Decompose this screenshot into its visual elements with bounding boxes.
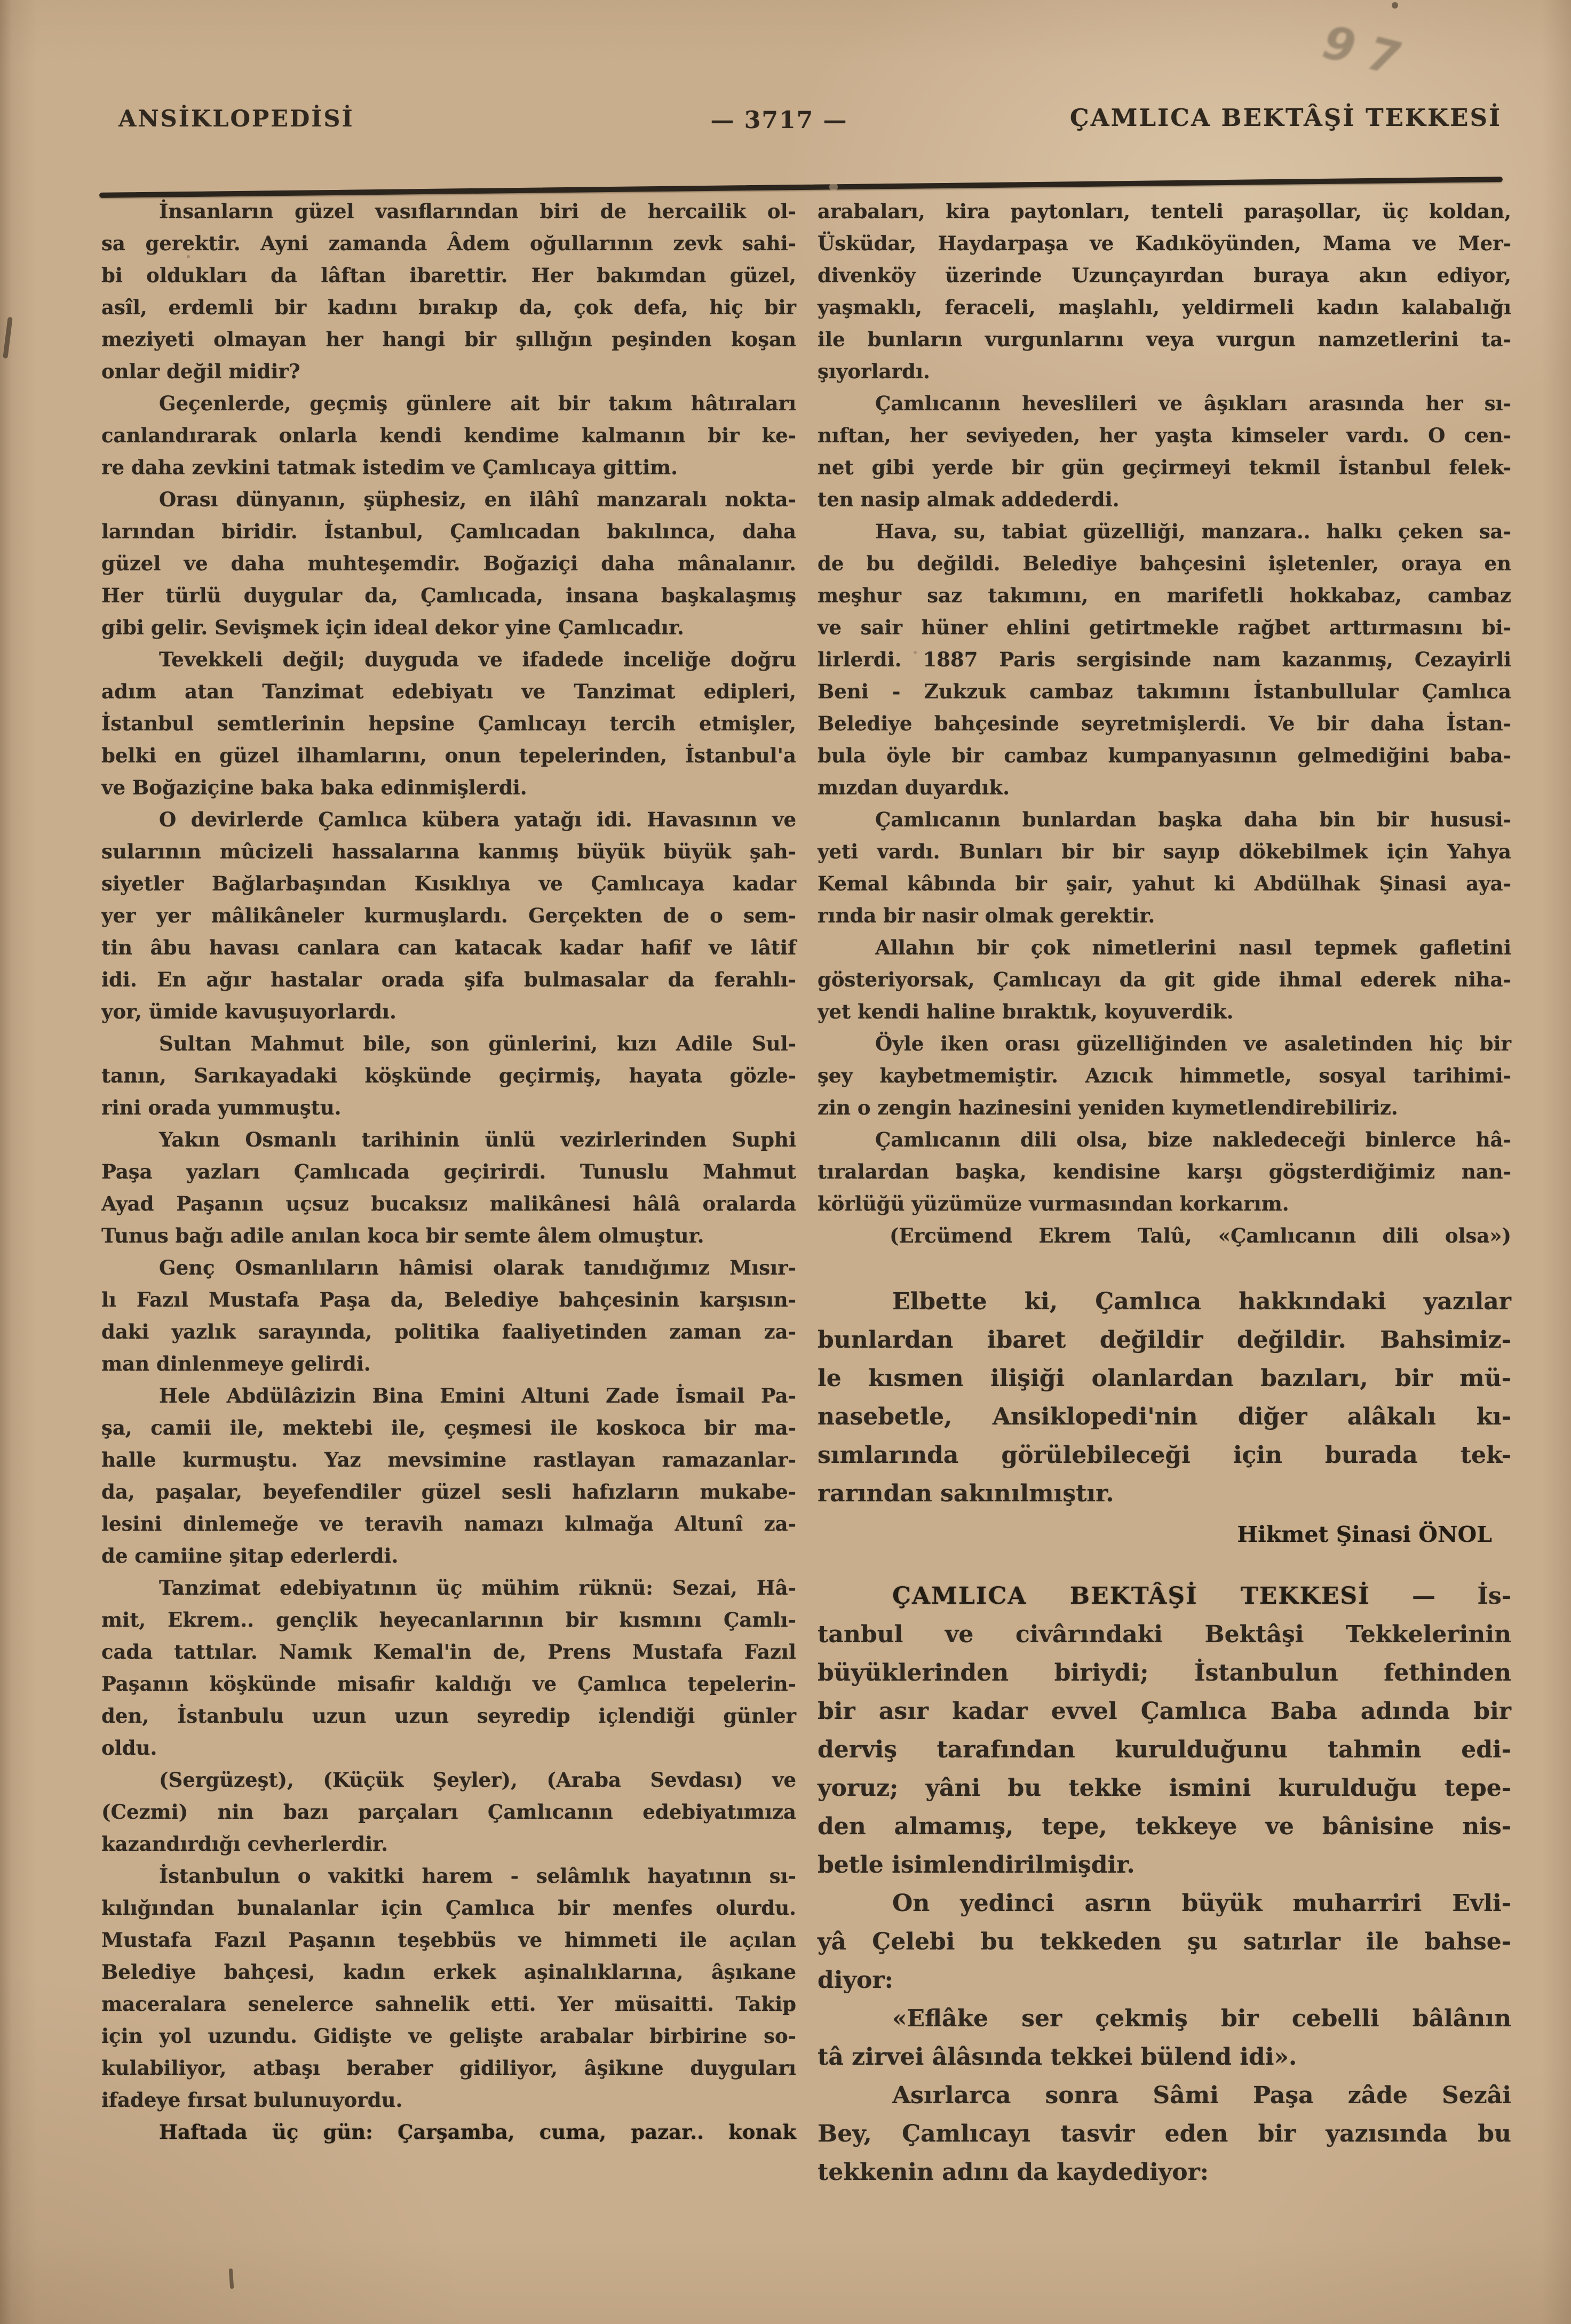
text-line: rarından sakınılmıştır. (818, 1480, 1114, 1507)
text-line: da, paşalar, beyefendiler güzel sesli hafızların mukabe- (101, 1480, 796, 1503)
text-line: bula öyle bir cambaz kumpanyasının gelmediğini baba- (818, 744, 1511, 767)
running-title: ANSİKLOPEDİSİ (118, 106, 354, 132)
text-line: Çamlıcanın dili olsa, bize nakledeceği binlerce hâ- (875, 1128, 1511, 1151)
text-line: sımlarında görülebileceği için burada tek- (818, 1442, 1511, 1469)
text-line: derviş tarafından kurulduğunu tahmin edi- (818, 1736, 1511, 1763)
text-line: «Eflâke ser çekmiş bir cebelli bâlânın (892, 2005, 1511, 2032)
text-line: halle kurmuştu. Yaz mevsimine rastlayan ramazanlar- (101, 1448, 796, 1471)
text-line: rini orada yummuştu. (101, 1096, 342, 1119)
text-line: yeti vardı. Bunları bir bir sayıp dökebilmek için Yahya (818, 840, 1511, 863)
text-line: İstanbul semtlerinin hepsine Çamlıcayı tercih etmişler, (101, 712, 796, 735)
paragraph (101, 387, 796, 483)
right-text-column (818, 195, 1511, 2192)
text-line: Yakın Osmanlı tarihinin ünlü vezirlerinden Suphi (159, 1128, 796, 1151)
text-line: tanbul ve civârındaki Bektâşi Tekkelerinin (818, 1621, 1511, 1648)
text-line: nıftan, her seviyeden, her yaşta kimseler vardı. O cen- (818, 424, 1511, 447)
text-line: maceralara senelerce sahnelik etti. Yer müsaitti. Takip (101, 1992, 796, 2016)
paragraph (818, 932, 1511, 1028)
text-line: şa, camii ile, mektebi ile, çeşmesi ile koskoca bir ma- (101, 1416, 796, 1439)
paragraph (101, 803, 796, 1028)
text-line: belki en güzel ilhamlarını, onun tepelerinden, İstanbul'a (101, 744, 796, 767)
text-line: için yol uzundu. Gidişte ve gelişte arabalar birbirine so- (101, 2024, 796, 2048)
paragraph (818, 1028, 1511, 1124)
text-line: arabaları, kira paytonları, tenteli paraşollar, üç koldan, (818, 200, 1511, 223)
ink-mark (1392, 2, 1398, 9)
text-line: Elbette ki, Çamlıca hakkındaki yazılar (892, 1288, 1511, 1315)
rule-notch (829, 182, 838, 191)
text-line: daki yazlık sarayında, politika faaliyetinden zaman za- (101, 1320, 796, 1343)
text-line: büyüklerinden biriydi; İstanbulun fethinden (818, 1659, 1511, 1686)
text-line: yaşmaklı, feraceli, maşlahlı, yeldirmeli kadın kalabalığı (818, 296, 1511, 319)
text-line: Çamlıcanın heveslileri ve âşıkları arasında her sı- (875, 392, 1511, 415)
text-line: gösteriyorsak, Çamlıcayı da git gide ihmal ederek niha- (818, 968, 1511, 991)
text-line: tin âbu havası canlara can katacak kadar hafif ve lâtif (101, 936, 796, 959)
text-line: ve sair hüner ehlini getirtmekle rağbet arttırmasını bi- (818, 616, 1511, 639)
text-line: ve Boğaziçine baka baka edinmişlerdi. (101, 776, 527, 799)
page-number: — 3717 — (710, 107, 848, 134)
text-line: Genç Osmanlıların hâmisi olarak tanıdığımız Mısır- (159, 1256, 796, 1279)
text-line: ifadeye fırsat bulunuyordu. (101, 2088, 403, 2112)
text-line: Belediye bahçesinde seyretmişlerdi. Ve bir daha İstan- (818, 712, 1511, 735)
ink-mark (3, 317, 12, 359)
text-line: Paşanın köşkünde misafir kaldığı ve Çamlıca tepelerin- (101, 1672, 796, 1696)
text-line: gibi gelir. Sevişmek için ideal dekor yine Çamlıcadır. (101, 616, 684, 639)
text-line: Hele Abdülâzizin Bina Emini Altuni Zade İsmail Pa- (159, 1384, 796, 1407)
text-line: den almamış, tepe, tekkeye ve bânisine nis- (818, 1813, 1511, 1840)
text-line: Beni - Zukzuk cambaz takımını İstanbullular Çamlıca (818, 680, 1511, 703)
text-line: lesini dinlemeğe ve teravih namazı kılmağa Altunî za- (101, 1512, 796, 1535)
text-line: kılığından bunalanlar için Çamlıca bir menfes olurdu. (101, 1896, 796, 1920)
text-line: sularının mûcizeli hassalarına kanmış büyük büyük şah- (101, 840, 796, 863)
paragraph (818, 1884, 1511, 2000)
text-line: Tunus bağı adile anılan koca bir semte âlem olmuştur. (101, 1224, 704, 1247)
ink-mark (229, 2269, 234, 2289)
text-line: İstanbulun o vakitki harem - selâmlık hayatının sı- (159, 1864, 796, 1888)
entry-title-lead: ÇAMLICA BEKTÂŞİ TEKKESİ (892, 1582, 1370, 1610)
text-line: bir asır kadar evvel Çamlıca Baba adında bir (818, 1698, 1511, 1725)
paragraph (101, 1380, 796, 1572)
left-text-column (101, 195, 796, 2148)
text-line: Asırlarca sonra Sâmi Paşa zâde Sezâi (892, 2082, 1511, 2109)
text-line: Allahın bir çok nimetlerini nasıl tepmek gafletini (875, 936, 1511, 959)
text-line: meziyeti olmayan her hangi bir şıllığın peşinden koşan (101, 328, 796, 351)
text-line: Üsküdar, Haydarpaşa ve Kadıköyünden, Mama ve Mer- (818, 232, 1511, 255)
paragraph (101, 1764, 796, 1860)
text-line: kazandırdığı cevherlerdir. (101, 1832, 388, 1856)
text-line: cada tattılar. Namık Kemal'in de, Prens Mustafa Fazıl (101, 1640, 796, 1664)
paragraph (818, 2076, 1511, 2192)
paragraph (818, 387, 1511, 515)
paragraph (101, 483, 796, 643)
text-line: lı Fazıl Mustafa Paşa da, Belediye bahçesinin karşısın- (101, 1288, 796, 1311)
text-line: siyetler Bağlarbaşından Kısıklıya ve Çamlıcaya kadar (101, 872, 796, 895)
text-line: Belediye bahçesi, kadın erkek aşinalıklarına, âşıkane (101, 1960, 796, 1984)
text-line: net gibi yerde bir gün geçirmeyi tekmil İstanbul felek- (818, 456, 1511, 479)
text-line: bunlardan ibaret değildir değildir. Bahsimiz- (818, 1326, 1511, 1354)
paragraph (101, 2116, 796, 2148)
text-line: oldu. (101, 1736, 157, 1760)
text-line: tanın, Sarıkayadaki köşkünde geçirmiş, hayata gözle- (101, 1064, 796, 1087)
text-line: Her türlü duygular da, Çamlıcada, insana başkalaşmış (101, 584, 796, 607)
paragraph (818, 1124, 1511, 1220)
text-line: nasebetle, Ansiklopedi'nin diğer alâkalı kı- (818, 1403, 1511, 1430)
paragraph (818, 515, 1511, 803)
text-line: de camiine şitap ederlerdi. (101, 1544, 399, 1567)
text-line: mızdan duyardık. (818, 776, 1010, 799)
paragraph (101, 1124, 796, 1252)
text-line: şıyorlardı. (818, 360, 930, 383)
paragraph (101, 195, 796, 387)
text-line: Ayad Paşanın uçsuz bucaksız malikânesi hâlâ oralarda (101, 1192, 796, 1215)
text-line: divenköy üzerinde Uzunçayırdan buraya akın ediyor, (818, 264, 1511, 287)
text-line: Tevekkeli değil; duyguda ve ifadede inceliğe doğru (159, 648, 796, 671)
text-line: re daha zevkini tatmak istedim ve Çamlıcaya gittim. (101, 456, 678, 479)
paragraph (101, 1252, 796, 1380)
text-line: tekkenin adını da kaydediyor: (818, 2159, 1209, 2186)
text-line: yor, ümide kavuşuyorlardı. (101, 1000, 396, 1023)
text-line: sa gerektir. Ayni zamanda Âdem oğullarının zevk sahi- (101, 232, 796, 255)
text-line: asîl, erdemli bir kadını bırakıp da, çok defa, hiç bir (101, 296, 796, 319)
text-line: (Sergüzeşt), (Küçük Şeyler), (Araba Sevdası) ve (159, 1768, 796, 1792)
text-line: Öyle iken orası güzelliğinden ve asaletinden hiç bir (875, 1032, 1511, 1055)
text-line: yet kendi haline bıraktık, koyuverdik. (818, 1000, 1234, 1023)
text-line: Tanzimat edebiyatının üç mühim rüknü: Sezai, Hâ- (159, 1576, 796, 1599)
text-line: lirlerdi. 1887 Paris sergisinde nam kazanmış, Cezayirli (818, 648, 1511, 671)
spacer (818, 1573, 1511, 1577)
ink-mark (914, 651, 917, 654)
text-line: ten nasip almak addederdi. (818, 488, 1120, 511)
text-line: Orası dünyanın, şüphesiz, en ilâhî manzaralı nokta- (159, 488, 796, 511)
text-line: Mustafa Fazıl Paşanın teşebbüs ve himmeti ile açılan (101, 1928, 796, 1952)
ink-mark (187, 255, 190, 258)
text-line: şey kaybetmemiştir. Azıcık himmetle, sosyal tarihimi- (818, 1064, 1511, 1087)
paragraph (101, 643, 796, 803)
text-line: güzel ve daha muhteşemdir. Boğaziçi daha mânalanır. (101, 552, 796, 575)
text-line: yoruz; yâni bu tekke ismini kurulduğu tepe- (818, 1774, 1511, 1802)
text-line: İnsanların güzel vasıflarından biri de hercailik ol- (159, 200, 796, 223)
running-entry-title: ÇAMLICA BEKTÂŞİ TEKKESİ (1069, 104, 1502, 132)
text-line: On yedinci asrın büyük muharriri Evli- (892, 1890, 1511, 1917)
paragraph (818, 2000, 1511, 2076)
paragraph (818, 803, 1511, 932)
text-line: man dinlenmeye gelirdi. (101, 1352, 371, 1375)
text-line: diyor: (818, 1967, 893, 1994)
entry-camlica-bektasi-tekkesi (818, 1577, 1511, 2192)
text-line: adım atan Tanzimat edebiyatı ve Tanzimat edipleri, (101, 680, 796, 703)
text-line: ile bunların vurgunlarını veya vurgun namzetlerini ta- (818, 328, 1511, 351)
text-line: ÇAMLICA BEKTÂŞİ TEKKESİ — İs- (892, 1582, 1511, 1610)
text-line: onlar değil midir? (101, 360, 300, 383)
page-header (0, 106, 1571, 138)
text-line: Çamlıcanın bunlardan başka daha bin bir hususi- (875, 808, 1511, 831)
text-line: zin o zengin hazinesini yeniden kıymetlendirebiliriz. (818, 1096, 1398, 1119)
text-line: rında bir nasir olmak gerektir. (818, 904, 1155, 927)
paragraph (818, 1283, 1511, 1513)
text-line: körlüğü yüzümüze vurmasından korkarım. (818, 1192, 1289, 1215)
text-line: idi. En ağır hastalar orada şifa bulmasalar da ferahlı- (101, 968, 796, 991)
text-line: Bey, Çamlıcayı tasvir eden bir yazısında bu (818, 2120, 1511, 2147)
text-line: tâ zirvei âlâsında tekkei bülend idi». (818, 2043, 1297, 2071)
essay-attribution: (Ercümend Ekrem Talû, «Çamlıcanın dili olsa») (890, 1224, 1511, 1247)
text-line: (Cezmi) nin bazı parçaları Çamlıcanın edebiyatımıza (101, 1800, 796, 1824)
paragraph (101, 1572, 796, 1764)
pencil-page-note: 97 (1313, 16, 1423, 89)
text-line: canlandırarak onlarla kendi kendime kalmanın bir ke- (101, 424, 796, 447)
text-line: O devirlerde Çamlıca kübera yatağı idi. Havasının ve (159, 808, 796, 831)
essay-continuation (818, 195, 1511, 1220)
paragraph (818, 195, 1511, 387)
text-line: Hava, su, tabiat güzelliği, manzara.. halkı çeken sa- (875, 520, 1511, 543)
text-line: Haftada üç gün: Çarşamba, cuma, pazar.. konak (159, 2120, 796, 2144)
text-line: bi oldukları da lâftan ibarettir. Her bakımdan güzel, (101, 264, 796, 287)
text-line: Geçenlerde, geçmiş günlere ait bir takım hâtıraları (159, 392, 796, 415)
paragraph (101, 1860, 796, 2116)
header-divider-rule (99, 177, 1503, 198)
text-line: yer yer mâlikâneler kurmuşlardı. Gerçekten de o sem- (101, 904, 796, 927)
text-line: tıralardan başka, kendisine karşı gögsterdiğimiz nan- (818, 1160, 1511, 1183)
text-line: Sultan Mahmut bile, son günlerini, kızı Adile Sul- (159, 1032, 796, 1055)
author-signature: Hikmet Şinasi ÖNOL (1237, 1522, 1492, 1547)
text-line: Paşa yazları Çamlıcada geçirirdi. Tunuslu Mahmut (101, 1160, 796, 1183)
text-line: yâ Çelebi bu tekkeden şu satırlar ile bahse- (818, 1928, 1511, 1955)
text-line: Kemal kâbında bir şair, yahut ki Abdülhak Şinasi aya- (818, 872, 1511, 895)
paragraph (818, 1577, 1511, 1884)
paragraph (101, 1028, 796, 1124)
text-line: meşhur saz takımını, en marifetli hokkabaz, cambaz (818, 584, 1511, 607)
text-line: betle isimlendirilmişdir. (818, 1851, 1135, 1879)
text-line: de bu değildi. Belediye bahçesini işletenler, oraya en (818, 552, 1511, 575)
text-line: larından biridir. İstanbul, Çamlıcadan bakılınca, daha (101, 520, 796, 543)
text-line: mit, Ekrem.. gençlik heyecanlarının bir kısmını Çamlı- (101, 1608, 796, 1631)
text-line: kulabiliyor, atbaşı beraber gidiliyor, âşikıne duyguları (101, 2056, 796, 2080)
editor-note (818, 1283, 1511, 1513)
text-line: den, İstanbulu uzun uzun seyredip içlendiği günler (101, 1704, 796, 1728)
text-line: le kısmen ilişiği olanlardan bazıları, bir mü- (818, 1365, 1511, 1392)
